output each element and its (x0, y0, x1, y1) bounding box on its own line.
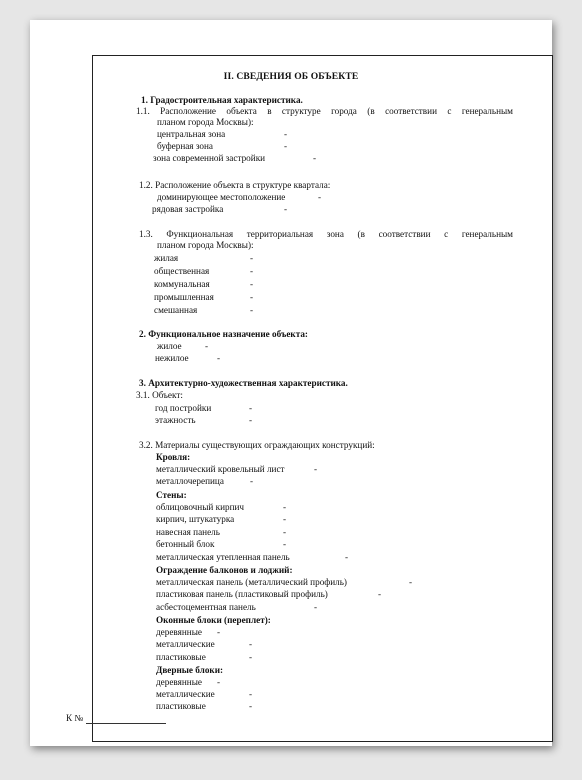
window-heading: Оконные блоки (переплет): (156, 615, 271, 625)
window-item: металлические (156, 639, 215, 649)
balcony-heading: Ограждение балконов и лоджий: (156, 565, 293, 575)
dash: - (314, 464, 318, 474)
dash: - (283, 514, 287, 524)
section-1-heading: 1. Градостроительная характеристика. (141, 95, 303, 105)
func-zone-item: жилая (154, 253, 179, 263)
walls-item: облицовочный кирпич (156, 502, 245, 512)
p31-line: 3.1. Объект: (136, 390, 183, 400)
dash: - (378, 589, 382, 599)
dash: - (250, 253, 254, 263)
object-item: этажность (155, 415, 196, 425)
roof-heading: Кровля: (156, 452, 191, 462)
dash: - (249, 701, 253, 711)
door-item: пластиковые (156, 701, 206, 711)
func-zone-item: общественная (154, 266, 210, 276)
dash: - (249, 689, 253, 699)
dash: - (283, 539, 287, 549)
p13-line2: планом города Москвы): (157, 240, 254, 250)
zone-item: центральная зона (157, 129, 226, 139)
purpose-item: жилое (157, 341, 182, 351)
walls-item: навесная панель (156, 527, 220, 537)
dash: - (249, 652, 253, 662)
dash: - (314, 602, 318, 612)
p13-line1: 1.3. Функциональная территориальная зона (в соответствии с генеральным (139, 229, 513, 239)
balcony-item: асбестоцементная панель (156, 602, 256, 612)
k-number-label: К № (66, 713, 84, 723)
dash: - (249, 415, 253, 425)
p11-line2: планом города Москвы): (157, 117, 254, 127)
zone-item: буферная зона (157, 141, 213, 151)
p11-line1: 1.1. Расположение объекта в структуре города (в соответствии с генеральным (136, 106, 513, 116)
dash: - (250, 305, 254, 315)
p32-line: 3.2. Материалы существующих ограждающих конструкций: (139, 440, 375, 450)
door-item: металлические (156, 689, 215, 699)
p12-line: 1.2. Расположение объекта в структуре квартала: (139, 180, 331, 190)
window-item: пластиковые (156, 652, 206, 662)
door-item: деревянные (156, 677, 202, 687)
dash: - (249, 403, 253, 413)
balcony-item: металлическая панель (металлический профиль) (156, 577, 347, 587)
object-item: год постройки (155, 403, 212, 413)
func-zone-item: коммунальная (154, 279, 210, 289)
dash: - (250, 266, 254, 276)
zone-item: зона современной застройки (153, 153, 266, 163)
dash: - (250, 279, 254, 289)
section-3-heading: 3. Архитектурно-художественная характеристика. (139, 378, 348, 388)
dash: - (284, 129, 288, 139)
dash: - (217, 353, 221, 363)
dash: - (205, 341, 209, 351)
dash: - (284, 204, 288, 214)
func-zone-item: промышленная (154, 292, 214, 302)
dash: - (250, 476, 254, 486)
dash: - (345, 552, 349, 562)
func-zone-item: смешанная (154, 305, 198, 315)
window-item: деревянные (156, 627, 202, 637)
door-heading: Дверные блоки: (156, 665, 224, 675)
dash: - (217, 677, 221, 687)
dash: - (409, 577, 413, 587)
walls-item: бетонный блок (156, 539, 215, 549)
purpose-item: нежилое (155, 353, 189, 363)
k-number-underline (86, 723, 166, 724)
dash: - (313, 153, 317, 163)
walls-heading: Стены: (156, 490, 187, 500)
dash: - (284, 141, 288, 151)
dash: - (318, 192, 322, 202)
roof-item: металлочерепица (156, 476, 224, 486)
section-2-heading: 2. Функциональное назначение объекта: (139, 329, 308, 339)
block-item: доминирующее местоположение (157, 192, 286, 202)
dash: - (217, 627, 221, 637)
block-item: рядовая застройка (152, 204, 224, 214)
walls-item: кирпич, штукатурка (156, 514, 235, 524)
dash: - (250, 292, 254, 302)
dash: - (283, 527, 287, 537)
page-title: II. СВЕДЕНИЯ ОБ ОБЪЕКТЕ (223, 71, 359, 82)
dash: - (249, 639, 253, 649)
balcony-item: пластиковая панель (пластиковый профиль) (156, 589, 328, 599)
dash: - (283, 502, 287, 512)
roof-item: металлический кровельный лист (156, 464, 285, 474)
walls-item: металлическая утепленная панель (156, 552, 290, 562)
